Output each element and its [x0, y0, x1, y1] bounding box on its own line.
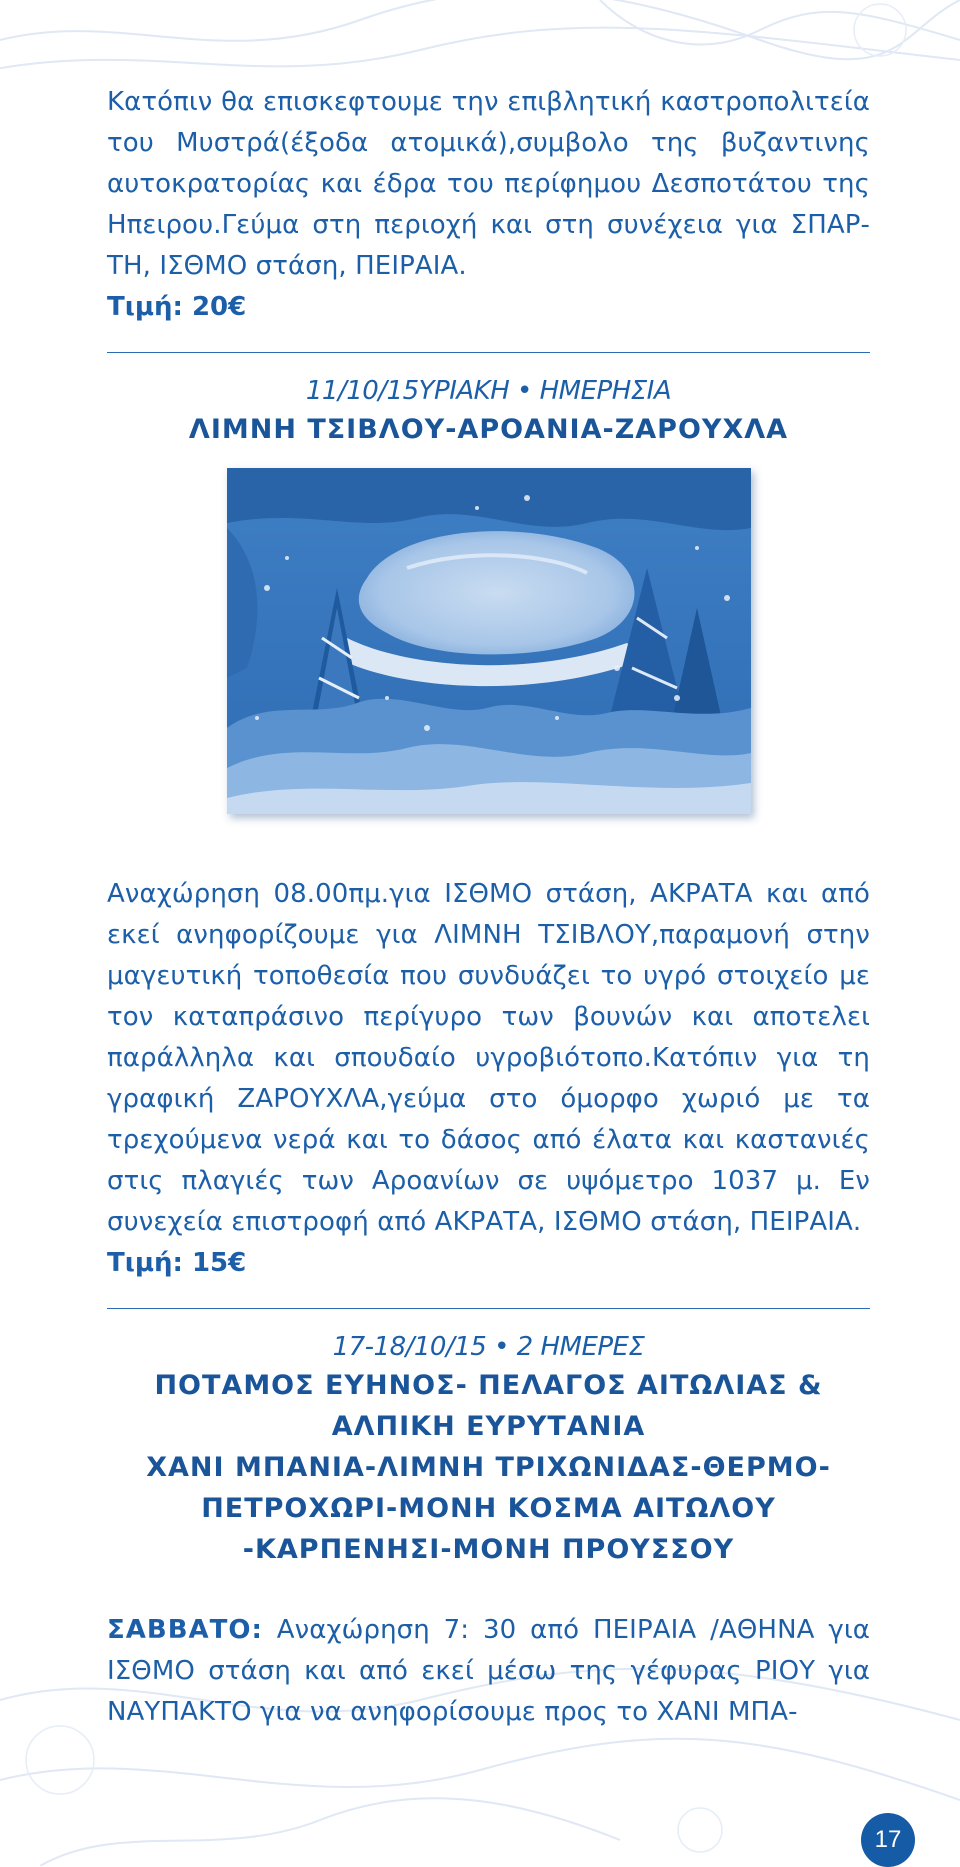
trip1-date-line: 11/10/15ΥΡΙΑΚΗ • ΗΜΕΡΗΣΙΑ	[305, 376, 672, 406]
trip1-paragraph: Αναχώρηση 08.00πμ.για ΙΣΘΜΟ στάση, ΑΚΡΑΤΑ και από εκεί ανηφορίζουμε για ΛΙΜΝΗ ΤΣΙΒΛΟΥ,παραμονή στην μαγευτική τοποθεσία που συνδυάζει το υγρό στοιχείο με τον καταπράσινο περίγυρο των βουνών και αποτελει παράλληλα και σπουδαίο υγροβιότοπο.Κατόπιν για τη γραφική ΖΑΡΟΥΧΛΑ,γεύμα στο όμορφο χωριό με τα τρεχούμενα νερά και το δάσος από έλατα και καστανιές στις πλαγιές των Αροανίων σε υψόμετρο 1037 μ. Εν συνεχεία επιστροφή από ΑΚΡΑΤΑ, ΙΣΘΜΟ στάση, ΠΕΙΡΑΙΑ.	[107, 879, 870, 1237]
trip2-title-line: ΠΕΤΡΟΧΩΡΙ-ΜΟΝΗ ΚΟΣΜΑ ΑΙΤΩΛΟΥ	[201, 1493, 776, 1524]
trip2-title-line: ΧΑΝΙ ΜΠΑΝΙΑ-ΛΙΜΝΗ ΤΡΙΧΩΝΙΔΑΣ-ΘΕΡΜΟ-	[146, 1452, 831, 1483]
trip2-paragraph	[107, 1610, 870, 1733]
page-content	[107, 82, 870, 1733]
divider	[107, 352, 870, 353]
page-number-badge: 17	[861, 1813, 915, 1867]
trip2-title-line: ΠΟΤΑΜΟΣ ΕΥΗΝΟΣ- ΠΕΛΑΓΟΣ ΑΙΤΩΛΙΑΣ &	[154, 1370, 823, 1401]
trip2-title	[107, 1365, 870, 1570]
trip2-paragraph-text: Αναχώρηση 7: 30 από ΠΕΙΡΑΙΑ /ΑΘΗΝΑ για ΙΣΘΜΟ στάση και από εκεί μέσω της γέφυρας ΡΙΟΥ για ΝΑΥΠΑΚΤΟ για να ανηφορίσουμε προς το ΧΑΝΙ ΜΠΑ-	[107, 1615, 870, 1727]
section1-paragraph: Κατόπιν θα επισκεφτουμε την επιβλητική καστροπολιτεία του Μυστρά(έξοδα ατομικά),συμβολο της βυζαντινης αυτοκρατορίας και έδρα του περίφημου Δεσποτάτου της Ηπειρου.Γεύμα στη περιοχή και στη συνέχεια για ΣΠΑΡ-ΤΗ, ΙΣΘΜΟ στάση, ΠΕΙΡΑΙΑ.	[107, 87, 870, 281]
trip2-date-line: 17-18/10/15 • 2 ΗΜΕΡΕΣ	[332, 1332, 645, 1362]
divider	[107, 1308, 870, 1309]
trip2-title-line: ΑΛΠΙΚΗ ΕΥΡΥΤΑΝΙΑ	[331, 1411, 646, 1442]
trip2-lead-word: ΣΑΒΒΑΤΟ:	[107, 1615, 263, 1645]
trip1-price: Τιμή: 15€	[107, 1248, 247, 1278]
lake-tsivlou-photo	[227, 468, 751, 814]
trip2-title-line: -ΚΑΡΠΕΝΗΣΙ-ΜΟΝΗ ΠΡΟΥΣΣΟΥ	[242, 1534, 735, 1565]
trip1-title: ΛΙΜΝΗ ΤΣΙΒΛΟΥ-ΑΡΟΑΝΙΑ-ΖΑΡΟΥΧΛΑ	[188, 414, 789, 445]
section1-price: Τιμή: 20€	[107, 292, 247, 322]
